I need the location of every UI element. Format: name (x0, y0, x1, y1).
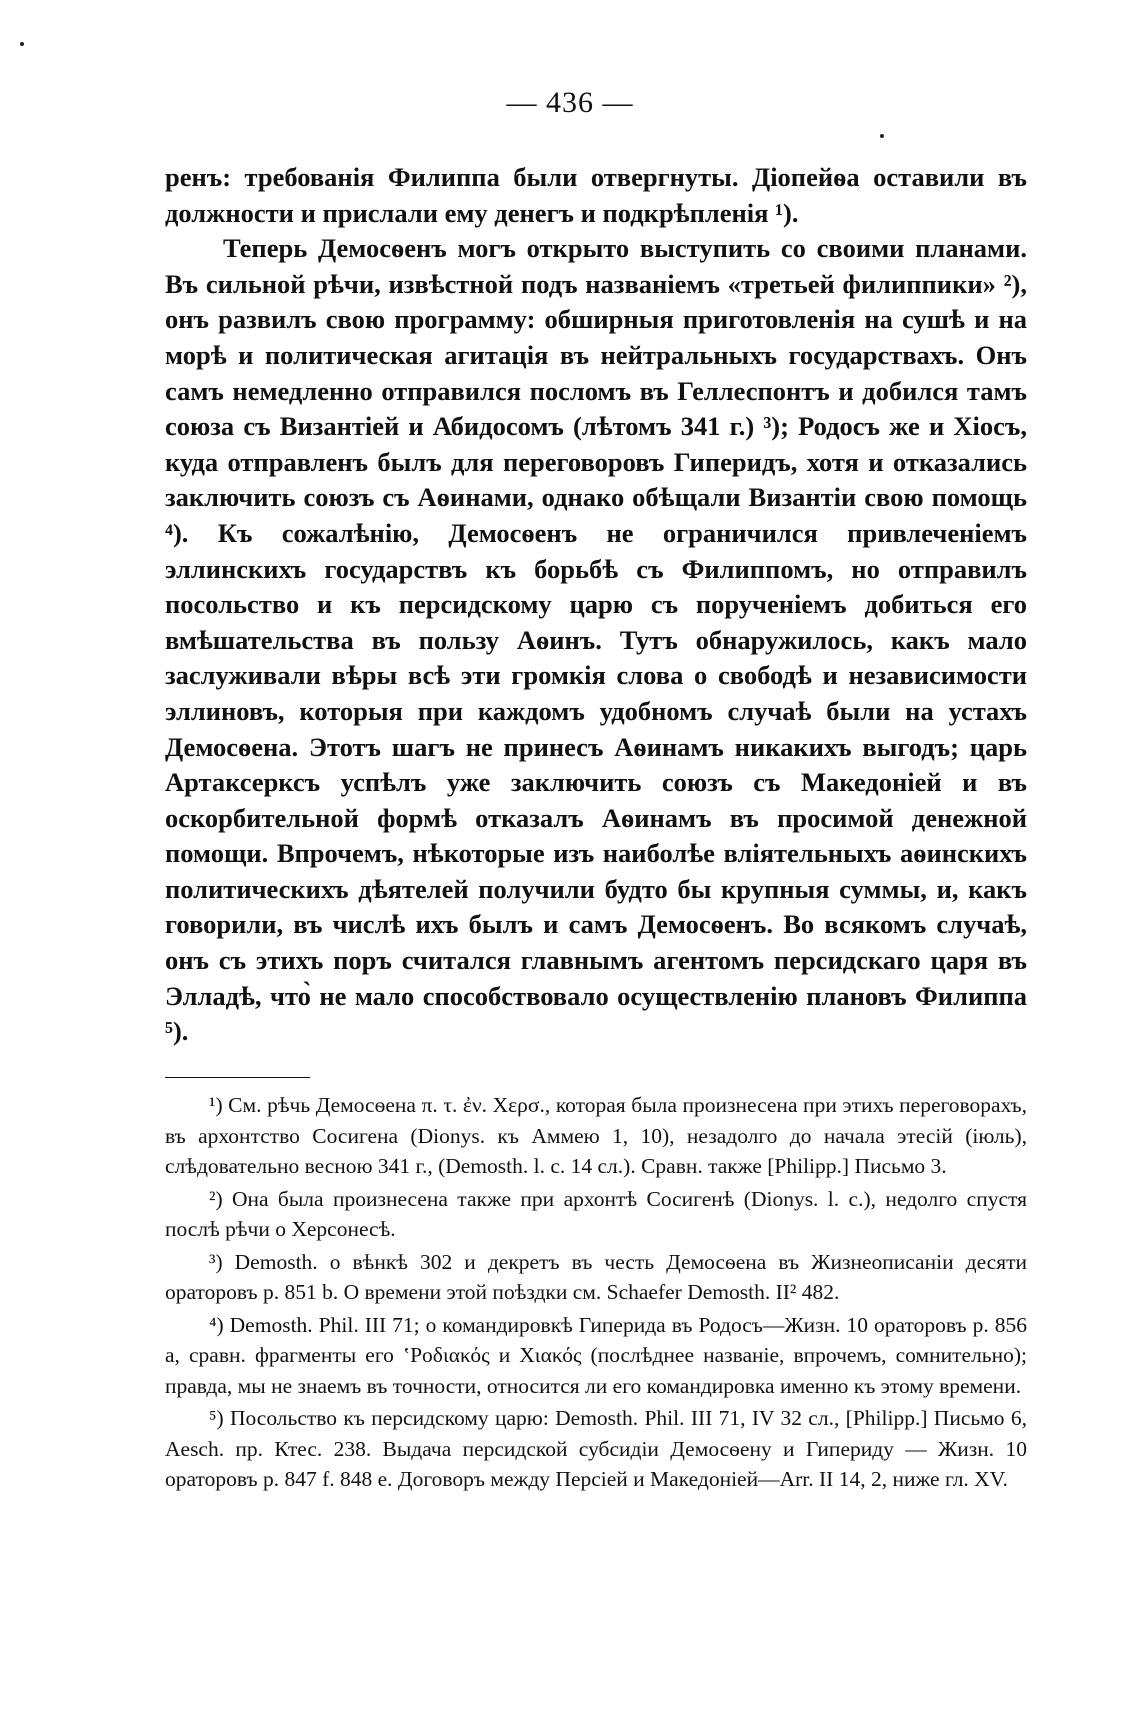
paragraph-2: Теперь Демосѳенъ могъ открыто выступить со своими планами. Въ сильной рѣчи, извѣстной подъ названіемъ «третьей филиппики» ²), онъ развилъ свою программу: обширныя приготовленія на сушѣ и на морѣ и политическая агитація въ нейтральныхъ государствахъ. Онъ самъ немедленно отправился посломъ въ Геллеспонтъ и добился тамъ союза съ Византіей и Абидосомъ (лѣтомъ 341 г.) ³); Родосъ же и Хіосъ, куда отправленъ былъ для переговоровъ Гиперидъ, хотя и отказались заключить союзъ съ Аѳинами, однако обѣщали Византіи свою помощь ⁴). Къ сожалѣнію, Демосѳенъ не ограничился привлеченіемъ эллинскихъ государствъ къ борьбѣ съ Филиппомъ, но отправилъ посольство и къ персидскому царю съ порученіемъ добиться его вмѣшательства въ пользу Аѳинъ. Тутъ обнаружилось, какъ мало заслуживали вѣры всѣ эти громкія слова о свободѣ и независимости эллиновъ, которыя при каждомъ удобномъ случаѣ были на устахъ Демосѳена. Этотъ шагъ не принесъ Аѳинамъ никакихъ выгодъ; царь Артаксерксъ успѣлъ уже заключить союзъ съ Македоніей и въ оскорбительной формѣ отказалъ Аѳинамъ въ просимой денежной помощи. Впрочемъ, нѣкоторые изъ наиболѣе вліятельныхъ аѳинскихъ политическихъ дѣятелей получили будто бы крупныя суммы, и, какъ говорили, въ числѣ ихъ былъ и самъ Демосѳенъ. Во всякомъ случаѣ, онъ съ этихъ поръ считался главнымъ агентомъ персидскаго царя въ Элладѣ, что̀ не мало способствовало осуществленію плановъ Филиппа ⁵). (165, 233, 1027, 1047)
paragraph-1: ренъ: требованія Филиппа были отвергнуты. Діопейѳа оставили въ должности и прислали ему денегъ и подкрѣпленія ¹). (165, 162, 1027, 228)
footnotes (165, 1090, 1027, 1497)
footnote-2: ²) Она была произнесена также при архонтѣ Сосигенѣ (Dionys. l. c.), недолго спустя послѣ рѣчи о Херсонесѣ. (165, 1186, 1027, 1241)
footnote-4: ⁴) Demosth. Phil. III 71; о командировкѣ Гиперида въ Родосъ—Жизн. 10 ораторовъ p. 856 a, сравн. фрагменты его ʽΡοδιακός и Χιακός (послѣднее названіе, впрочемъ, сомнительно); правда, мы не знаемъ въ точности, относится ли его командировка именно къ этому времени. (165, 1312, 1027, 1398)
footnote-1: ¹) См. рѣчь Демосѳена π. τ. ἐν. Χερσ., которая была произнесена при этихъ переговорахъ, въ архонтство Сосигена (Dionys. къ Аммею 1, 10), незадолго до начала этесій (іюль), слѣдовательно весною 341 г., (Demosth. l. c. 14 сл.). Сравн. также [Philipp.] Письмо 3. (165, 1093, 1027, 1178)
scan-speck (20, 42, 24, 46)
scan-speck (880, 134, 884, 138)
footnote-divider (165, 1077, 310, 1078)
main-text (165, 160, 1027, 1050)
footnote-5: ⁵) Посольство къ персидскому царю: Demosth. Phil. III 71, IV 32 сл., [Philipp.] Письмо 6, Aesch. пр. Ктес. 238. Выдача персидской субсидіи Демосѳену и Гипериду — Жизн. 10 ораторовъ p. 847 f. 848 e. Договоръ между Персіей и Македоніей—Arr. II 14, 2, ниже гл. XV. (165, 1406, 1027, 1491)
page-number: — 436 — (506, 86, 634, 119)
footnote-3: ³) Demosth. о вѣнкѣ 302 и декретъ въ честь Демосѳена въ Жизнеописаніи десяти ораторовъ p. 851 b. О времени этой поѣздки см. Schaefer Demosth. II² 482. (165, 1249, 1027, 1304)
